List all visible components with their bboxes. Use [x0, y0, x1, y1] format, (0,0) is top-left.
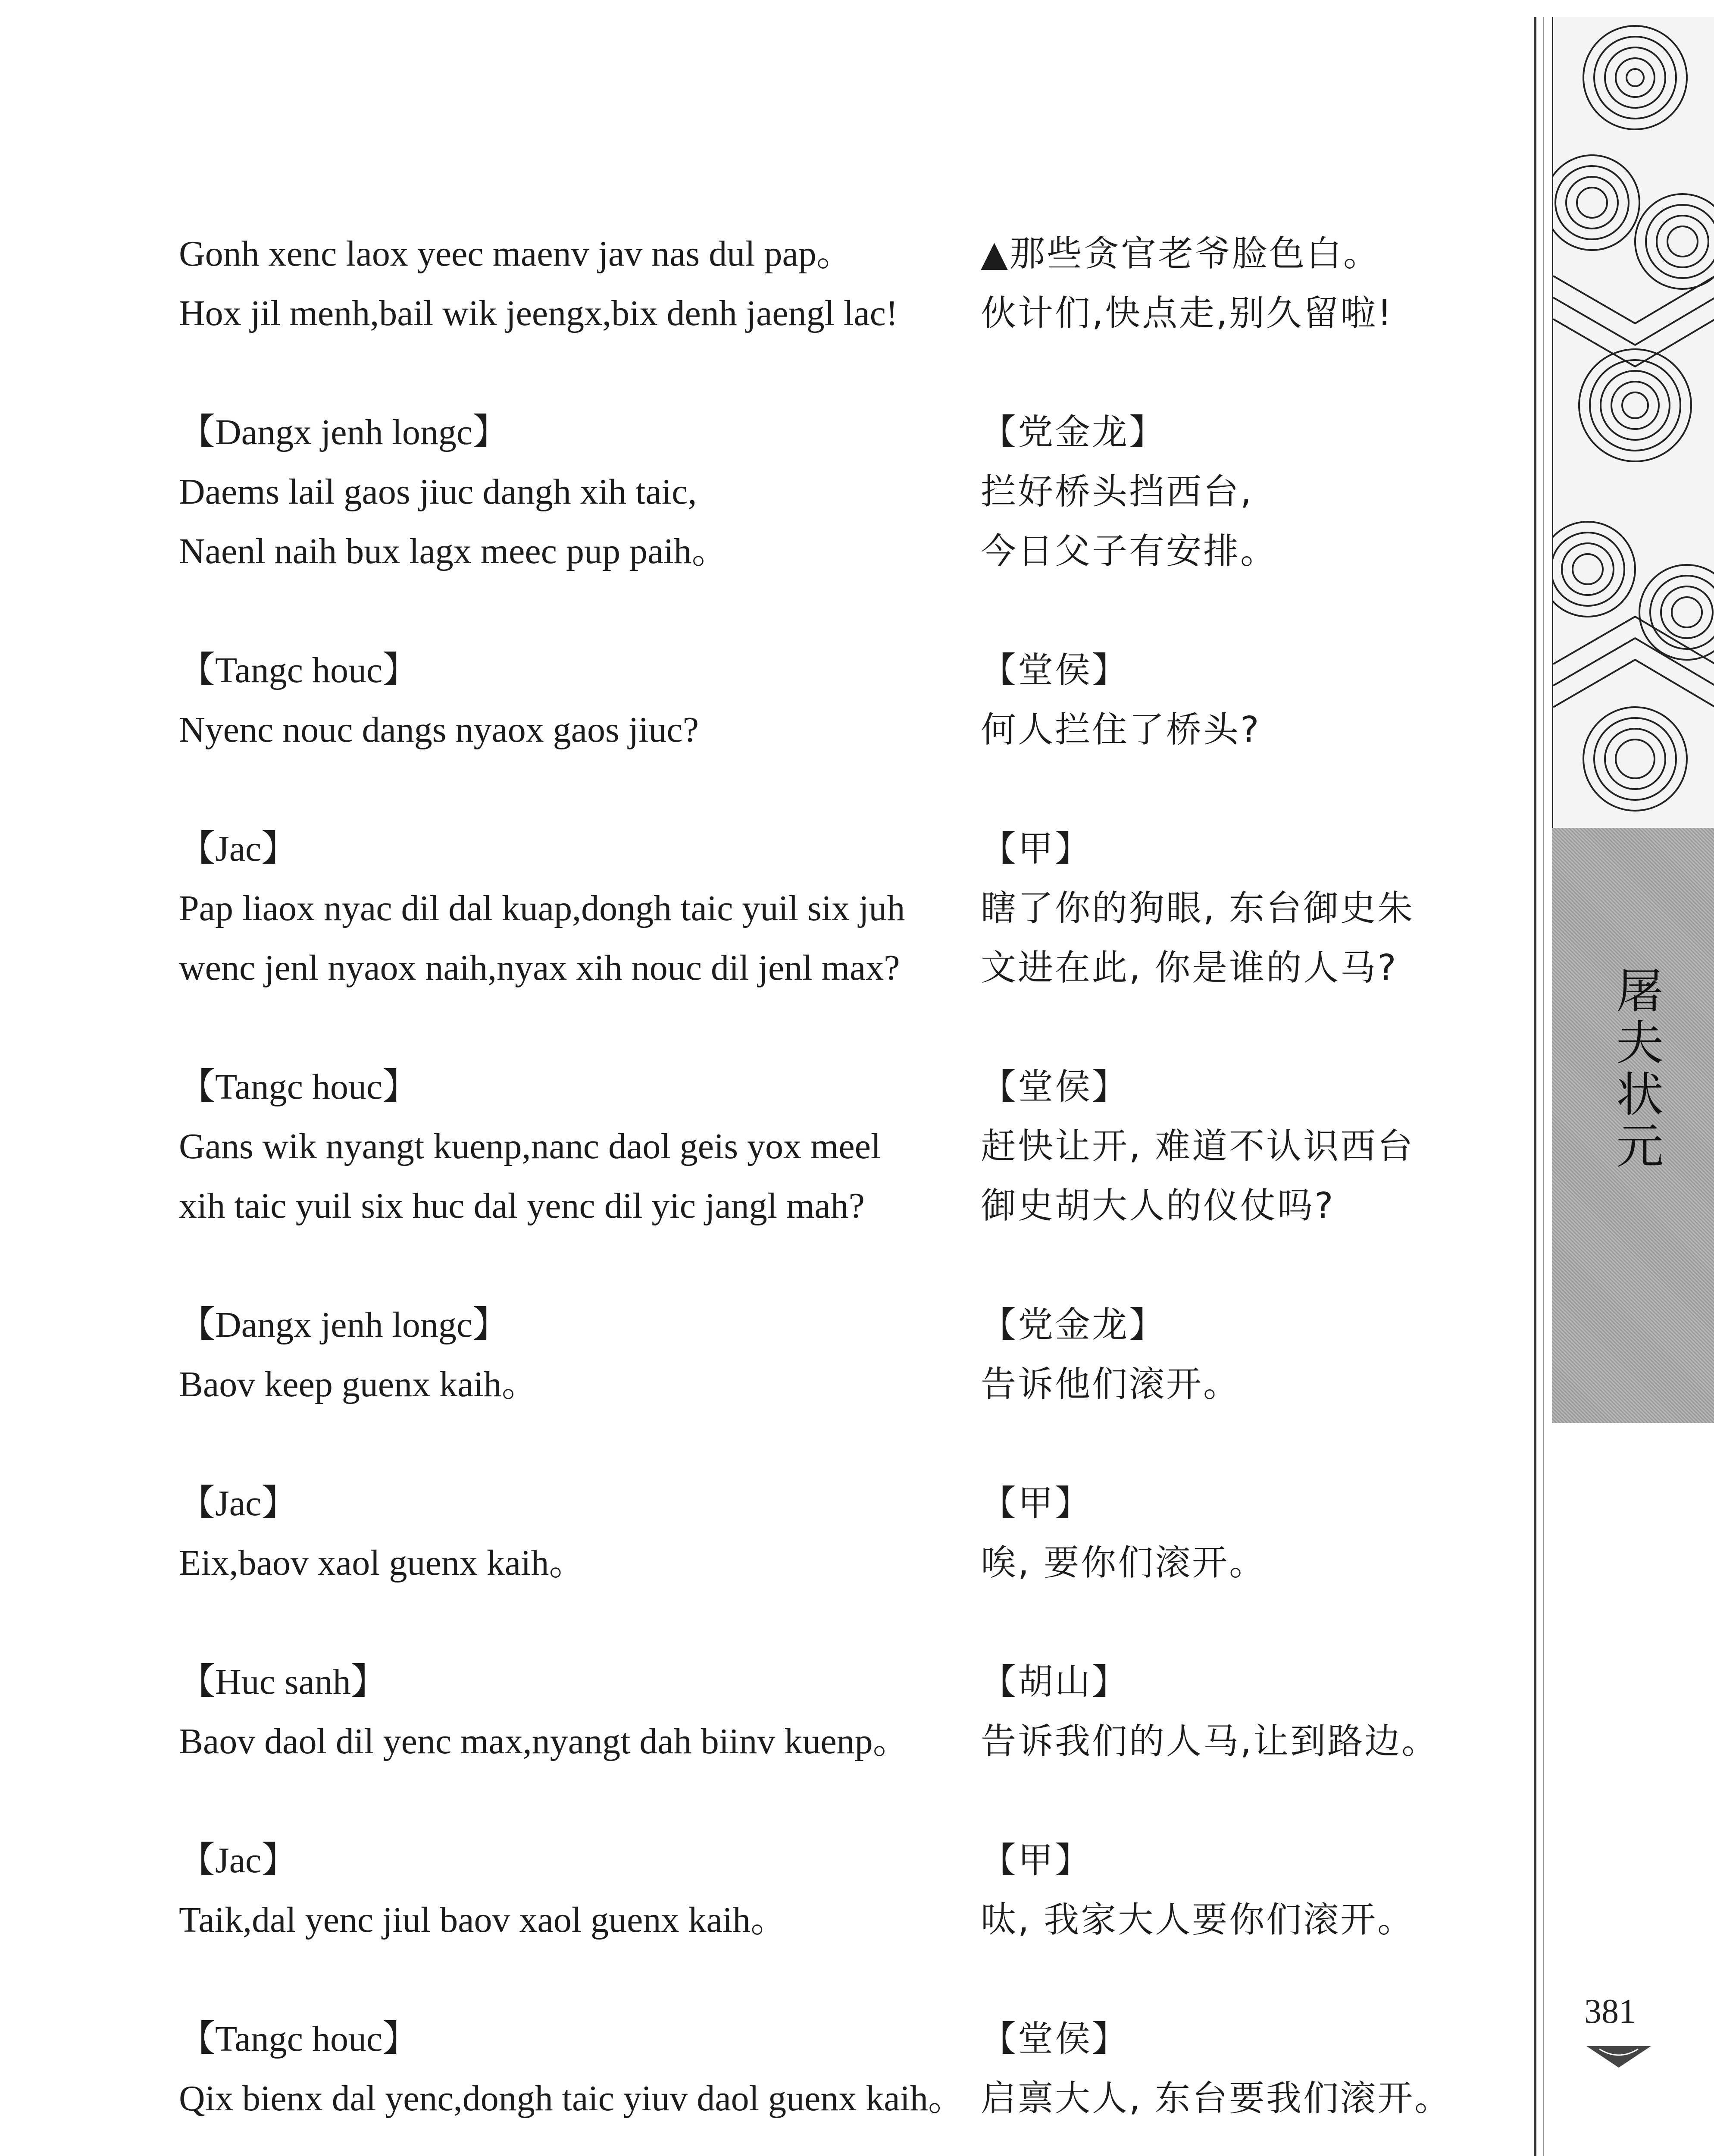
dialogue-line [179, 1652, 1472, 1712]
chinese-text: 赶快让开, 难道不认识西台 [981, 1126, 1415, 1167]
dong-text: 【Dangx jenh longc】 [179, 412, 509, 452]
dong-text: 【Tangc houc】 [179, 1067, 419, 1107]
dialogue-line [179, 641, 1472, 700]
dong-text: 【Dangx jenh longc】 [179, 1305, 509, 1345]
margin-rule-thin [1543, 17, 1544, 2156]
dialogue-line [179, 462, 1472, 522]
dong-text: Baov keep guenx kaih。 [179, 1364, 538, 1404]
dialogue-block [179, 1652, 1472, 1771]
dialogue-line [179, 938, 1472, 998]
dialogue-line [179, 2069, 1472, 2128]
dialogue-block [179, 224, 1472, 343]
dong-text: Hox jil menh,bail wik jeengx,bix denh jaengl lac! [179, 293, 898, 333]
dong-text: Qix bienx dal yenc,dongh taic yiuv daol guenx kaih。 [179, 2078, 964, 2118]
chinese-text: 【党金龙】 [981, 412, 1167, 453]
chinese-text: 【胡山】 [981, 1661, 1129, 1702]
chinese-text: 告诉他们滚开。 [981, 1364, 1241, 1405]
chinese-text: ▲那些贪官老爷脸色白。 [981, 233, 1381, 274]
chinese-text: 【党金龙】 [981, 1304, 1167, 1345]
dialogue-text [179, 224, 1472, 2156]
chinese-text: 唉, 要你们滚开。 [981, 1542, 1267, 1583]
dialogue-line [179, 1295, 1472, 1355]
dong-text: Baov daol dil yenc max,nyangt dah biinv kuenp。 [179, 1721, 909, 1761]
dialogue-line [179, 1712, 1472, 1771]
dialogue-line [179, 1355, 1472, 1414]
dong-text: 【Jac】 [179, 829, 298, 869]
dong-text: wenc jenl nyaox naih,nyax xih nouc dil jenl max? [179, 948, 900, 988]
dong-text: Taik,dal yenc jiul baov xaol guenx kaih。 [179, 1900, 787, 1940]
ornament-icon [1586, 2044, 1651, 2070]
dialogue-line [179, 819, 1472, 879]
chinese-text: 何人拦住了桥头? [981, 709, 1261, 750]
chinese-text: 启禀大人, 东台要我们滚开。 [981, 2078, 1452, 2119]
dialogue-line [179, 1890, 1472, 1950]
dialogue-line [179, 1176, 1472, 1236]
chinese-text: 今日父子有安排。 [981, 531, 1278, 572]
chinese-text: 拦好桥头挡西台, [981, 471, 1254, 512]
chinese-text: 【堂侯】 [981, 1066, 1129, 1107]
dong-text: Pap liaox nyac dil dal kuap,dongh taic yuil six juh [179, 888, 905, 928]
dong-text: Nyenc nouc dangs nyaox gaos jiuc? [179, 710, 699, 750]
dong-text: Gonh xenc laox yeec maenv jav nas dul pap。 [179, 234, 853, 274]
page-number: 381 [1584, 1993, 1636, 2031]
dialogue-block [179, 2009, 1472, 2128]
chinese-text: 文进在此, 你是谁的人马? [981, 947, 1398, 988]
dong-text: 【Tangc houc】 [179, 650, 419, 690]
dialogue-line [179, 403, 1472, 462]
dialogue-line [179, 1831, 1472, 1890]
margin-rule [1534, 17, 1536, 2156]
chinese-text: 【甲】 [981, 1483, 1092, 1524]
chinese-text: 【甲】 [981, 1840, 1092, 1881]
dialogue-block [179, 1831, 1472, 1950]
dong-text: 【Tangc houc】 [179, 2019, 419, 2059]
dong-text: Daems lail gaos jiuc dangh xih taic, [179, 472, 697, 512]
chinese-text: 呔, 我家大人要你们滚开。 [981, 1899, 1415, 1940]
dong-text: Naenl naih bux lagx meec pup paih。 [179, 531, 728, 571]
chinese-text: 伙计们,快点走,别久留啦! [981, 293, 1394, 334]
dialogue-line [179, 1474, 1472, 1533]
chinese-text: 御史胡大人的仪仗吗? [981, 1185, 1335, 1226]
dialogue-line [179, 879, 1472, 938]
dialogue-line [179, 224, 1472, 284]
dialogue-block [179, 403, 1472, 581]
chinese-text: 【甲】 [981, 828, 1092, 869]
dialogue-line [179, 700, 1472, 760]
chinese-text: 瞎了你的狗眼, 东台御史朱 [981, 888, 1415, 929]
dialogue-line [179, 1533, 1472, 1593]
dong-text: 【Huc sanh】 [179, 1662, 387, 1702]
decorative-cloud-pattern [1552, 17, 1714, 828]
chinese-text: 【堂侯】 [981, 650, 1129, 691]
dong-text: Eix,baov xaol guenx kaih。 [179, 1543, 585, 1583]
chinese-text: 【堂侯】 [981, 2018, 1129, 2059]
dong-text: Gans wik nyangt kuenp,nanc daol geis yox meel [179, 1126, 881, 1166]
dong-text: 【Jac】 [179, 1840, 298, 1880]
dialogue-line [179, 1057, 1472, 1117]
chinese-text: 告诉我们的人马,让到路边。 [981, 1721, 1439, 1762]
side-title: 屠夫状元 [1608, 966, 1664, 1173]
cloud-pattern-icon [1553, 17, 1714, 828]
dialogue-block [179, 1474, 1472, 1593]
dialogue-line [179, 1117, 1472, 1176]
dialogue-block [179, 1295, 1472, 1414]
dialogue-block [179, 819, 1472, 998]
dong-text: xih taic yuil six huc dal yenc dil yic jangl mah? [179, 1186, 865, 1226]
dialogue-line [179, 284, 1472, 343]
dialogue-block [179, 641, 1472, 760]
dialogue-block [179, 1057, 1472, 1236]
dialogue-line [179, 522, 1472, 581]
dong-text: 【Jac】 [179, 1483, 298, 1523]
dialogue-line [179, 2009, 1472, 2069]
